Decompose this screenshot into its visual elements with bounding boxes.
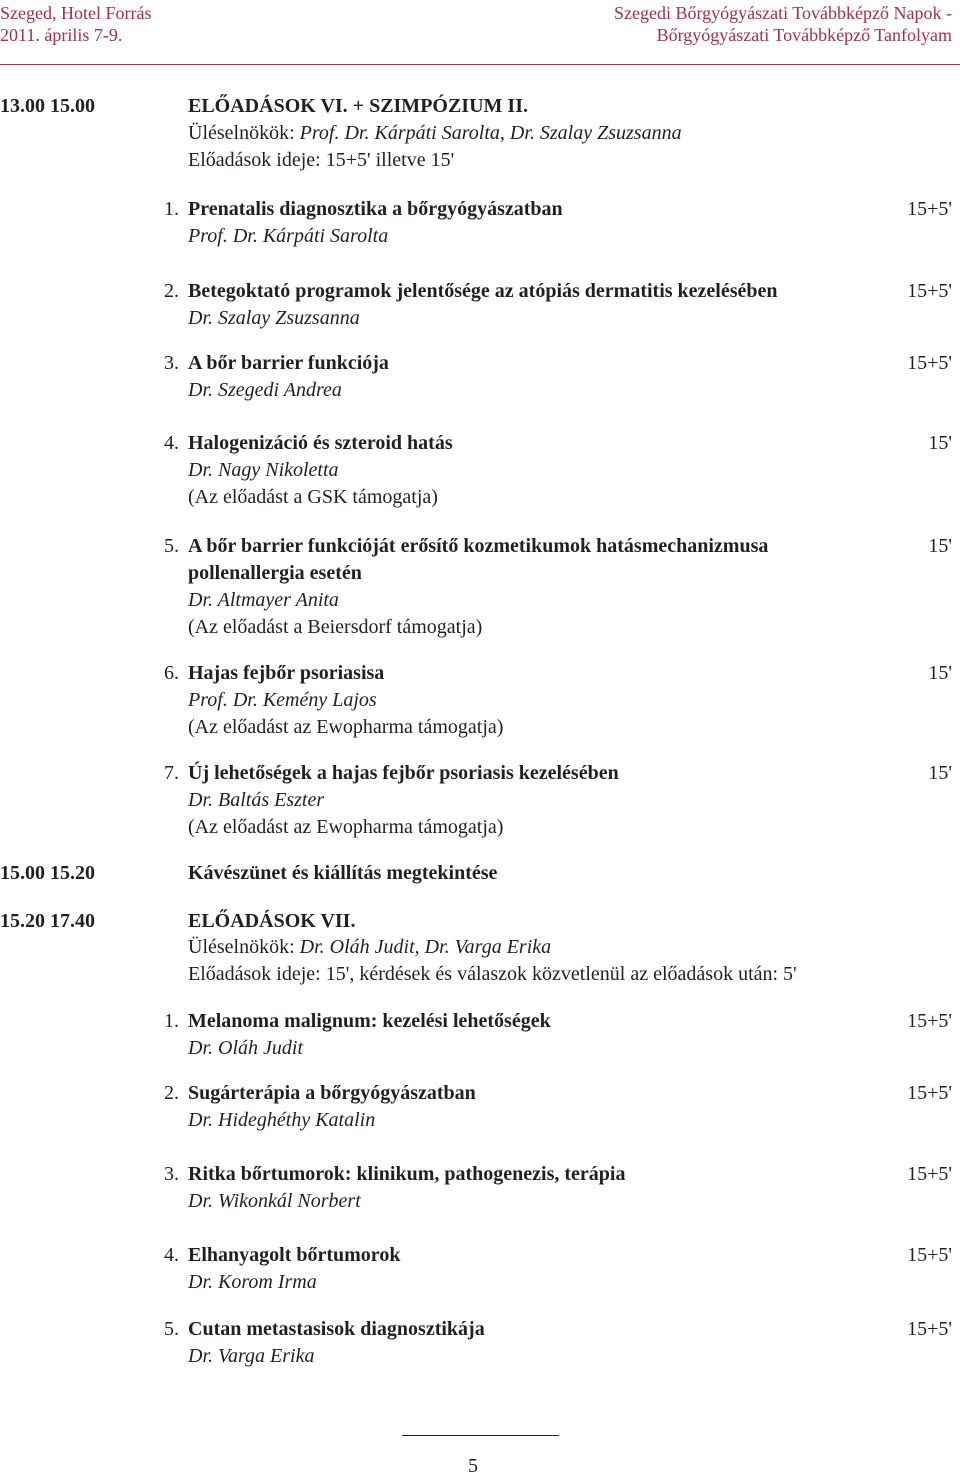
item-duration: 15+5' (907, 352, 952, 374)
page-header (0, 0, 960, 60)
item-title: Elhanyagolt bőrtumorok (188, 1244, 401, 1266)
chairs-label: Üléselnökök: (188, 122, 300, 144)
chairs-names: Dr. Oláh Judit, Dr. Varga Erika (299, 936, 552, 958)
item-speaker: Prof. Dr. Kárpáti Sarolta (188, 225, 389, 247)
item-speaker: Dr. Altmayer Anita (188, 589, 339, 611)
session-duration-note: Előadások ideje: 15', kérdések és válaszok közvetlenül az előadások után: 5' (188, 963, 797, 985)
item-number: 3. (164, 1163, 179, 1185)
item-number: 5. (164, 1318, 179, 1340)
item-number: 4. (164, 1244, 179, 1266)
item-sponsor: (Az előadást a Beiersdorf támogatja) (188, 616, 483, 638)
item-title: Betegoktató programok jelentősége az atópiás dermatitis kezelésében (188, 280, 778, 302)
item-sponsor: (Az előadást a GSK támogatja) (188, 486, 438, 508)
item-title: Hajas fejbőr psoriasisa (188, 662, 385, 684)
item-duration: 15' (928, 762, 952, 784)
item-number: 1. (164, 1010, 179, 1032)
item-number: 2. (164, 1082, 179, 1104)
item-title: A bőr barrier funkcióját erősítő kozmetikumok hatásmechanizmusa (188, 535, 769, 557)
item-sponsor: (Az előadást az Ewopharma támogatja) (188, 716, 504, 738)
item-title: A bőr barrier funkciója (188, 352, 389, 374)
item-number: 6. (164, 662, 179, 684)
item-duration: 15+5' (907, 1244, 952, 1266)
chairs-label: Üléselnökök: (188, 936, 300, 958)
session-title: ELŐADÁSOK VI. + SZIMPÓZIUM II. (188, 95, 528, 117)
session-time: 13.00 15.00 (0, 95, 95, 117)
item-speaker: Dr. Hideghéthy Katalin (188, 1109, 376, 1131)
session-chairs (188, 934, 551, 960)
item-number: 1. (164, 198, 179, 220)
item-title: Halogenizáció és szteroid hatás (188, 432, 453, 454)
item-duration: 15+5' (907, 280, 952, 302)
item-duration: 15' (928, 662, 952, 684)
item-title-continued: pollenallergia esetén (188, 562, 362, 584)
item-speaker: Dr. Baltás Eszter (188, 789, 325, 811)
session-chairs (188, 120, 682, 146)
item-duration: 15' (928, 432, 952, 454)
item-title: Cutan metastasisok diagnosztikája (188, 1318, 485, 1340)
item-number: 7. (164, 762, 179, 784)
item-title: Melanoma malignum: kezelési lehetőségek (188, 1010, 551, 1032)
item-speaker: Dr. Szalay Zsuzsanna (188, 307, 360, 329)
item-duration: 15+5' (907, 1010, 952, 1032)
item-speaker: Dr. Korom Irma (188, 1271, 317, 1293)
item-speaker: Dr. Varga Erika (188, 1345, 315, 1367)
item-speaker: Dr. Nagy Nikoletta (188, 459, 339, 481)
item-duration: 15+5' (907, 1318, 952, 1340)
item-number: 3. (164, 352, 179, 374)
session-time: 15.20 17.40 (0, 910, 95, 932)
item-speaker: Dr. Szegedi Andrea (188, 379, 342, 401)
item-title: Új lehetőségek a hajas fejbőr psoriasis kezelésében (188, 762, 619, 784)
item-title: Ritka bőrtumorok: klinikum, pathogenezis, terápia (188, 1163, 626, 1185)
chairs-names: Prof. Dr. Kárpáti Sarolta, Dr. Szalay Zsuzsanna (299, 122, 682, 144)
break-title: Kávészünet és kiállítás megtekintése (188, 862, 498, 884)
header-location: Szeged, Hotel Forrás (0, 3, 152, 23)
footer-rule (402, 1435, 559, 1436)
item-speaker: Dr. Wikonkál Norbert (188, 1190, 361, 1212)
header-event-line1: Szegedi Bőrgyógyászati Továbbképző Napok - (614, 3, 952, 23)
break-time: 15.00 15.20 (0, 862, 95, 884)
header-location-date (0, 2, 151, 46)
item-sponsor: (Az előadást az Ewopharma támogatja) (188, 816, 504, 838)
session-duration-note: Előadások ideje: 15+5' illetve 15' (188, 149, 455, 171)
page-number: 5 (468, 1455, 478, 1477)
item-speaker: Prof. Dr. Kemény Lajos (188, 689, 377, 711)
item-number: 2. (164, 280, 179, 302)
item-duration: 15' (928, 535, 952, 557)
item-duration: 15+5' (907, 1163, 952, 1185)
header-date: 2011. április 7-9. (0, 25, 123, 45)
item-title: Sugárterápia a bőrgyógyászatban (188, 1082, 476, 1104)
session-title: ELŐADÁSOK VII. (188, 910, 356, 932)
item-duration: 15+5' (907, 1082, 952, 1104)
header-event-line2: Bőrgyógyászati Továbbképző Tanfolyam (656, 25, 952, 45)
header-divider (0, 64, 960, 65)
item-number: 5. (164, 535, 179, 557)
item-number: 4. (164, 432, 179, 454)
item-title: Prenatalis diagnosztika a bőrgyógyászatban (188, 198, 563, 220)
item-duration: 15+5' (907, 198, 952, 220)
item-speaker: Dr. Oláh Judit (188, 1037, 303, 1059)
header-event-title (614, 2, 952, 46)
